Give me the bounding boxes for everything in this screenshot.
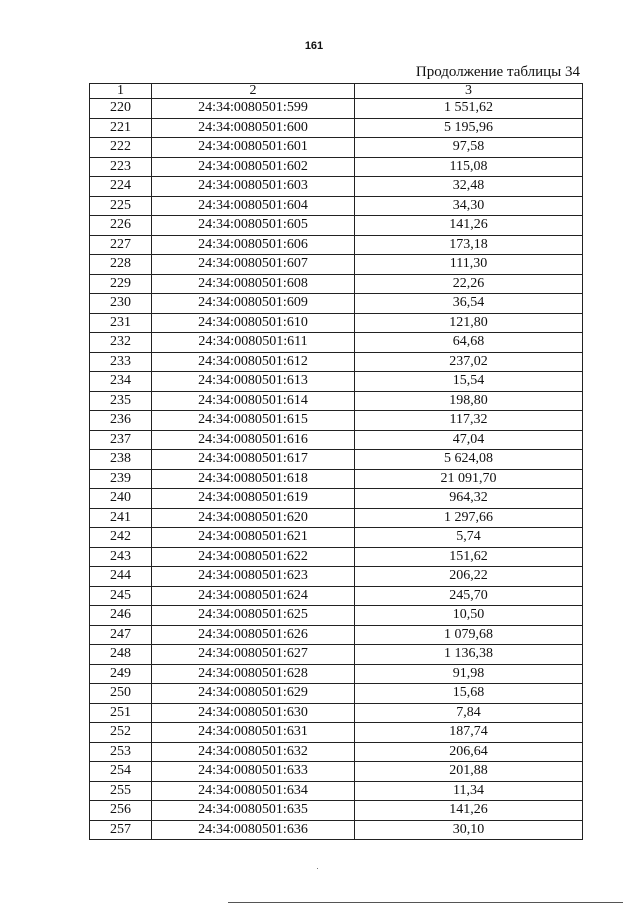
area-value-cell: 1 551,62 — [355, 99, 583, 119]
area-value-cell: 151,62 — [355, 547, 583, 567]
cadastral-number-cell: 24:34:0080501:609 — [152, 294, 355, 314]
table-row — [90, 216, 583, 236]
row-number-cell: 220 — [90, 99, 152, 119]
area-value-cell: 121,80 — [355, 313, 583, 333]
row-number-cell: 224 — [90, 177, 152, 197]
area-value-cell: 97,58 — [355, 138, 583, 158]
cadastral-number-cell: 24:34:0080501:616 — [152, 430, 355, 450]
area-value-cell: 10,50 — [355, 606, 583, 626]
cadastral-number-cell: 24:34:0080501:634 — [152, 781, 355, 801]
row-number-cell: 232 — [90, 333, 152, 353]
row-number-cell: 242 — [90, 528, 152, 548]
table-row — [90, 762, 583, 782]
area-value-cell: 36,54 — [355, 294, 583, 314]
row-number-cell: 244 — [90, 567, 152, 587]
table-row — [90, 177, 583, 197]
table-row — [90, 820, 583, 840]
cadastral-number-cell: 24:34:0080501:606 — [152, 235, 355, 255]
table-row — [90, 567, 583, 587]
row-number-cell: 237 — [90, 430, 152, 450]
area-value-cell: 115,08 — [355, 157, 583, 177]
row-number-cell: 233 — [90, 352, 152, 372]
row-number-cell: 225 — [90, 196, 152, 216]
table-row — [90, 606, 583, 626]
table-row — [90, 508, 583, 528]
row-number-cell: 247 — [90, 625, 152, 645]
area-value-cell: 22,26 — [355, 274, 583, 294]
cadastral-number-cell: 24:34:0080501:617 — [152, 450, 355, 470]
column-header-2: 2 — [152, 84, 355, 99]
cadastral-number-cell: 24:34:0080501:605 — [152, 216, 355, 236]
table-header-row — [90, 84, 583, 99]
page-number: 161 — [304, 40, 324, 52]
table-row — [90, 664, 583, 684]
cadastral-number-cell: 24:34:0080501:599 — [152, 99, 355, 119]
row-number-cell: 228 — [90, 255, 152, 275]
table-row — [90, 157, 583, 177]
row-number-cell: 254 — [90, 762, 152, 782]
table-row — [90, 528, 583, 548]
cadastral-number-cell: 24:34:0080501:625 — [152, 606, 355, 626]
cadastral-number-cell: 24:34:0080501:631 — [152, 723, 355, 743]
row-number-cell: 249 — [90, 664, 152, 684]
cadastral-number-cell: 24:34:0080501:619 — [152, 489, 355, 509]
area-value-cell: 91,98 — [355, 664, 583, 684]
area-value-cell: 964,32 — [355, 489, 583, 509]
cadastral-number-cell: 24:34:0080501:614 — [152, 391, 355, 411]
table-row — [90, 235, 583, 255]
table-row — [90, 684, 583, 704]
area-value-cell: 111,30 — [355, 255, 583, 275]
area-value-cell: 201,88 — [355, 762, 583, 782]
table-row — [90, 469, 583, 489]
row-number-cell: 234 — [90, 372, 152, 392]
cadastral-number-cell: 24:34:0080501:633 — [152, 762, 355, 782]
cadastral-number-cell: 24:34:0080501:608 — [152, 274, 355, 294]
table-body — [90, 99, 583, 840]
row-number-cell: 241 — [90, 508, 152, 528]
table-row — [90, 196, 583, 216]
table-row — [90, 547, 583, 567]
row-number-cell: 223 — [90, 157, 152, 177]
area-value-cell: 206,22 — [355, 567, 583, 587]
area-value-cell: 1 079,68 — [355, 625, 583, 645]
row-number-cell: 251 — [90, 703, 152, 723]
area-value-cell: 11,34 — [355, 781, 583, 801]
area-value-cell: 187,74 — [355, 723, 583, 743]
row-number-cell: 252 — [90, 723, 152, 743]
row-number-cell: 229 — [90, 274, 152, 294]
area-value-cell: 1 136,38 — [355, 645, 583, 665]
row-number-cell: 248 — [90, 645, 152, 665]
row-number-cell: 255 — [90, 781, 152, 801]
row-number-cell: 250 — [90, 684, 152, 704]
cadastral-number-cell: 24:34:0080501:623 — [152, 567, 355, 587]
cadastral-number-cell: 24:34:0080501:627 — [152, 645, 355, 665]
cadastral-number-cell: 24:34:0080501:624 — [152, 586, 355, 606]
area-value-cell: 237,02 — [355, 352, 583, 372]
table-row — [90, 450, 583, 470]
row-number-cell: 222 — [90, 138, 152, 158]
row-number-cell: 226 — [90, 216, 152, 236]
table-row — [90, 703, 583, 723]
row-number-cell: 256 — [90, 801, 152, 821]
cadastral-number-cell: 24:34:0080501:607 — [152, 255, 355, 275]
cadastral-number-cell: 24:34:0080501:632 — [152, 742, 355, 762]
cadastral-number-cell: 24:34:0080501:613 — [152, 372, 355, 392]
area-value-cell: 5,74 — [355, 528, 583, 548]
area-value-cell: 30,10 — [355, 820, 583, 840]
area-value-cell: 206,64 — [355, 742, 583, 762]
row-number-cell: 257 — [90, 820, 152, 840]
table-row — [90, 255, 583, 275]
row-number-cell: 245 — [90, 586, 152, 606]
table-continuation-label: Продолжение таблицы 34 — [415, 64, 580, 80]
column-header-1: 1 — [90, 84, 152, 99]
table-row — [90, 99, 583, 119]
area-value-cell: 1 297,66 — [355, 508, 583, 528]
cadastral-number-cell: 24:34:0080501:618 — [152, 469, 355, 489]
table-row — [90, 489, 583, 509]
table-row — [90, 138, 583, 158]
column-header-3: 3 — [355, 84, 583, 99]
table-row — [90, 723, 583, 743]
table-row — [90, 391, 583, 411]
table-row — [90, 333, 583, 353]
table-row — [90, 372, 583, 392]
area-value-cell: 15,54 — [355, 372, 583, 392]
row-number-cell: 239 — [90, 469, 152, 489]
scan-speck — [317, 868, 318, 869]
area-value-cell: 21 091,70 — [355, 469, 583, 489]
area-value-cell: 64,68 — [355, 333, 583, 353]
table-row — [90, 118, 583, 138]
row-number-cell: 238 — [90, 450, 152, 470]
area-value-cell: 47,04 — [355, 430, 583, 450]
table-row — [90, 645, 583, 665]
table-row — [90, 430, 583, 450]
footer-rule — [228, 902, 623, 903]
area-value-cell: 5 624,08 — [355, 450, 583, 470]
row-number-cell: 240 — [90, 489, 152, 509]
area-value-cell: 34,30 — [355, 196, 583, 216]
cadastral-number-cell: 24:34:0080501:636 — [152, 820, 355, 840]
cadastral-number-cell: 24:34:0080501:612 — [152, 352, 355, 372]
area-value-cell: 198,80 — [355, 391, 583, 411]
cadastral-number-cell: 24:34:0080501:635 — [152, 801, 355, 821]
cadastral-number-cell: 24:34:0080501:602 — [152, 157, 355, 177]
cadastral-number-cell: 24:34:0080501:615 — [152, 411, 355, 431]
table-row — [90, 274, 583, 294]
row-number-cell: 221 — [90, 118, 152, 138]
table-row — [90, 801, 583, 821]
area-value-cell: 141,26 — [355, 801, 583, 821]
cadastral-number-cell: 24:34:0080501:628 — [152, 664, 355, 684]
area-value-cell: 15,68 — [355, 684, 583, 704]
row-number-cell: 231 — [90, 313, 152, 333]
cadastral-number-cell: 24:34:0080501:600 — [152, 118, 355, 138]
cadastral-number-cell: 24:34:0080501:611 — [152, 333, 355, 353]
table-row — [90, 411, 583, 431]
row-number-cell: 235 — [90, 391, 152, 411]
cadastral-number-cell: 24:34:0080501:604 — [152, 196, 355, 216]
table-row — [90, 781, 583, 801]
table-row — [90, 742, 583, 762]
area-value-cell: 7,84 — [355, 703, 583, 723]
row-number-cell: 227 — [90, 235, 152, 255]
cadastral-number-cell: 24:34:0080501:630 — [152, 703, 355, 723]
row-number-cell: 243 — [90, 547, 152, 567]
cadastral-number-cell: 24:34:0080501:621 — [152, 528, 355, 548]
cadastral-number-cell: 24:34:0080501:610 — [152, 313, 355, 333]
cadastral-number-cell: 24:34:0080501:601 — [152, 138, 355, 158]
area-value-cell: 32,48 — [355, 177, 583, 197]
row-number-cell: 230 — [90, 294, 152, 314]
table-row — [90, 313, 583, 333]
cadastral-number-cell: 24:34:0080501:620 — [152, 508, 355, 528]
row-number-cell: 246 — [90, 606, 152, 626]
area-value-cell: 5 195,96 — [355, 118, 583, 138]
table-row — [90, 352, 583, 372]
cadastral-number-cell: 24:34:0080501:626 — [152, 625, 355, 645]
cadastral-number-cell: 24:34:0080501:622 — [152, 547, 355, 567]
area-value-cell: 117,32 — [355, 411, 583, 431]
cadastral-number-cell: 24:34:0080501:603 — [152, 177, 355, 197]
parcel-table — [89, 83, 583, 840]
table-row — [90, 586, 583, 606]
cadastral-number-cell: 24:34:0080501:629 — [152, 684, 355, 704]
table-row — [90, 625, 583, 645]
area-value-cell: 141,26 — [355, 216, 583, 236]
area-value-cell: 173,18 — [355, 235, 583, 255]
area-value-cell: 245,70 — [355, 586, 583, 606]
table-row — [90, 294, 583, 314]
row-number-cell: 253 — [90, 742, 152, 762]
row-number-cell: 236 — [90, 411, 152, 431]
